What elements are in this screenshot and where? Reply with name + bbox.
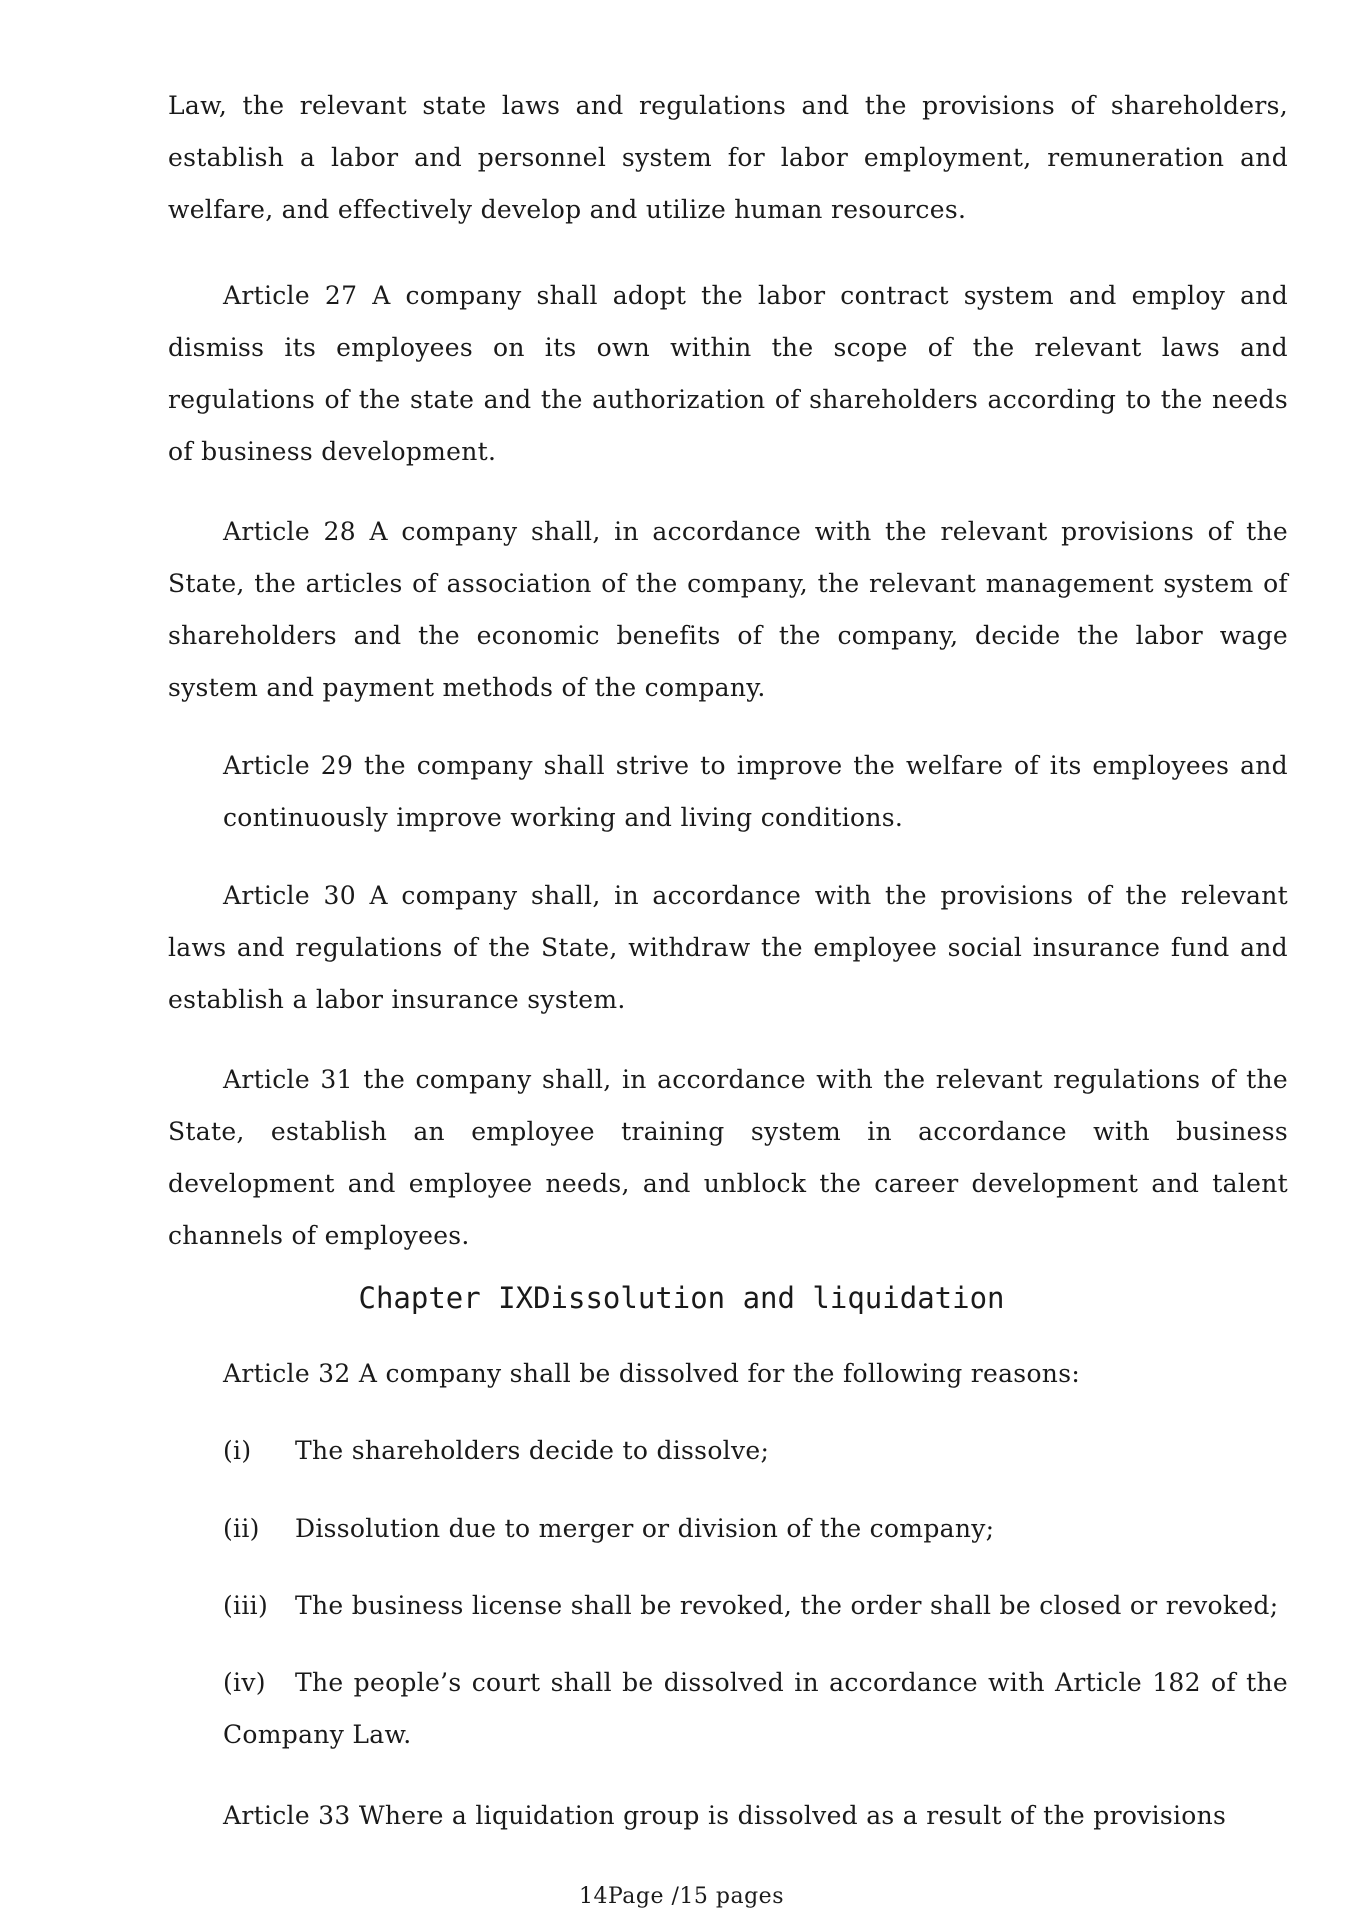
- list-item-number: (i): [223, 1436, 252, 1465]
- list-item-number: (iii): [223, 1591, 268, 1620]
- article-32-intro: Article 32 A company shall be dissolved for the following reasons:: [223, 1359, 1081, 1388]
- list-item-text: The shareholders decide to dissolve;: [295, 1436, 770, 1465]
- page-number-footer: 14Page /15 pages: [578, 1884, 784, 1909]
- article-30: Article 30 A company shall, in accordance with the provisions of the relevant laws and regulations of the State, withdraw the employee social insurance fund and establish a labor insurance system.: [168, 881, 1288, 1014]
- article-29: Article 29 the company shall strive to improve the welfare of its employees and continuously improve working and living conditions.: [223, 751, 1288, 832]
- list-item: [223, 1503, 1288, 1555]
- list-item-text: The people’s court shall be dissolved in accordance with Article 182 of the Company Law.: [223, 1668, 1288, 1749]
- list-item-number: (iv): [223, 1668, 266, 1697]
- chapter-heading: Chapter IXDissolution and liquidation: [358, 1281, 1005, 1315]
- article-27: Article 27 A company shall adopt the labor contract system and employ and dismiss its employees on its own within the scope of the relevant laws and regulations of the state and the authorization of shareholders according to the needs of business development.: [168, 281, 1288, 466]
- paragraph-continuation: Law, the relevant state laws and regulations and the provisions of shareholders, establish a labor and personnel system for labor employment, remuneration and welfare, and effectively develop and utilize human resources.: [168, 91, 1288, 224]
- list-item: [223, 1657, 1288, 1761]
- article-31: Article 31 the company shall, in accordance with the relevant regulations of the State, establish an employee training system in accordance with business development and employee needs, and unblock the career development and talent channels of employees.: [168, 1065, 1288, 1250]
- article-28: Article 28 A company shall, in accordance with the relevant provisions of the State, the articles of association of the company, the relevant management system of shareholders and the economic benefits of the company, decide the labor wage system and payment methods of the company.: [168, 517, 1288, 702]
- list-item-text: Dissolution due to merger or division of the company;: [295, 1514, 995, 1543]
- list-item: [223, 1425, 1288, 1477]
- article-33: Article 33 Where a liquidation group is dissolved as a result of the provisions: [223, 1801, 1227, 1830]
- list-item: [223, 1580, 1288, 1632]
- list-item-text: The business license shall be revoked, the order shall be closed or revoked;: [295, 1591, 1279, 1620]
- list-item-number: (ii): [223, 1514, 260, 1543]
